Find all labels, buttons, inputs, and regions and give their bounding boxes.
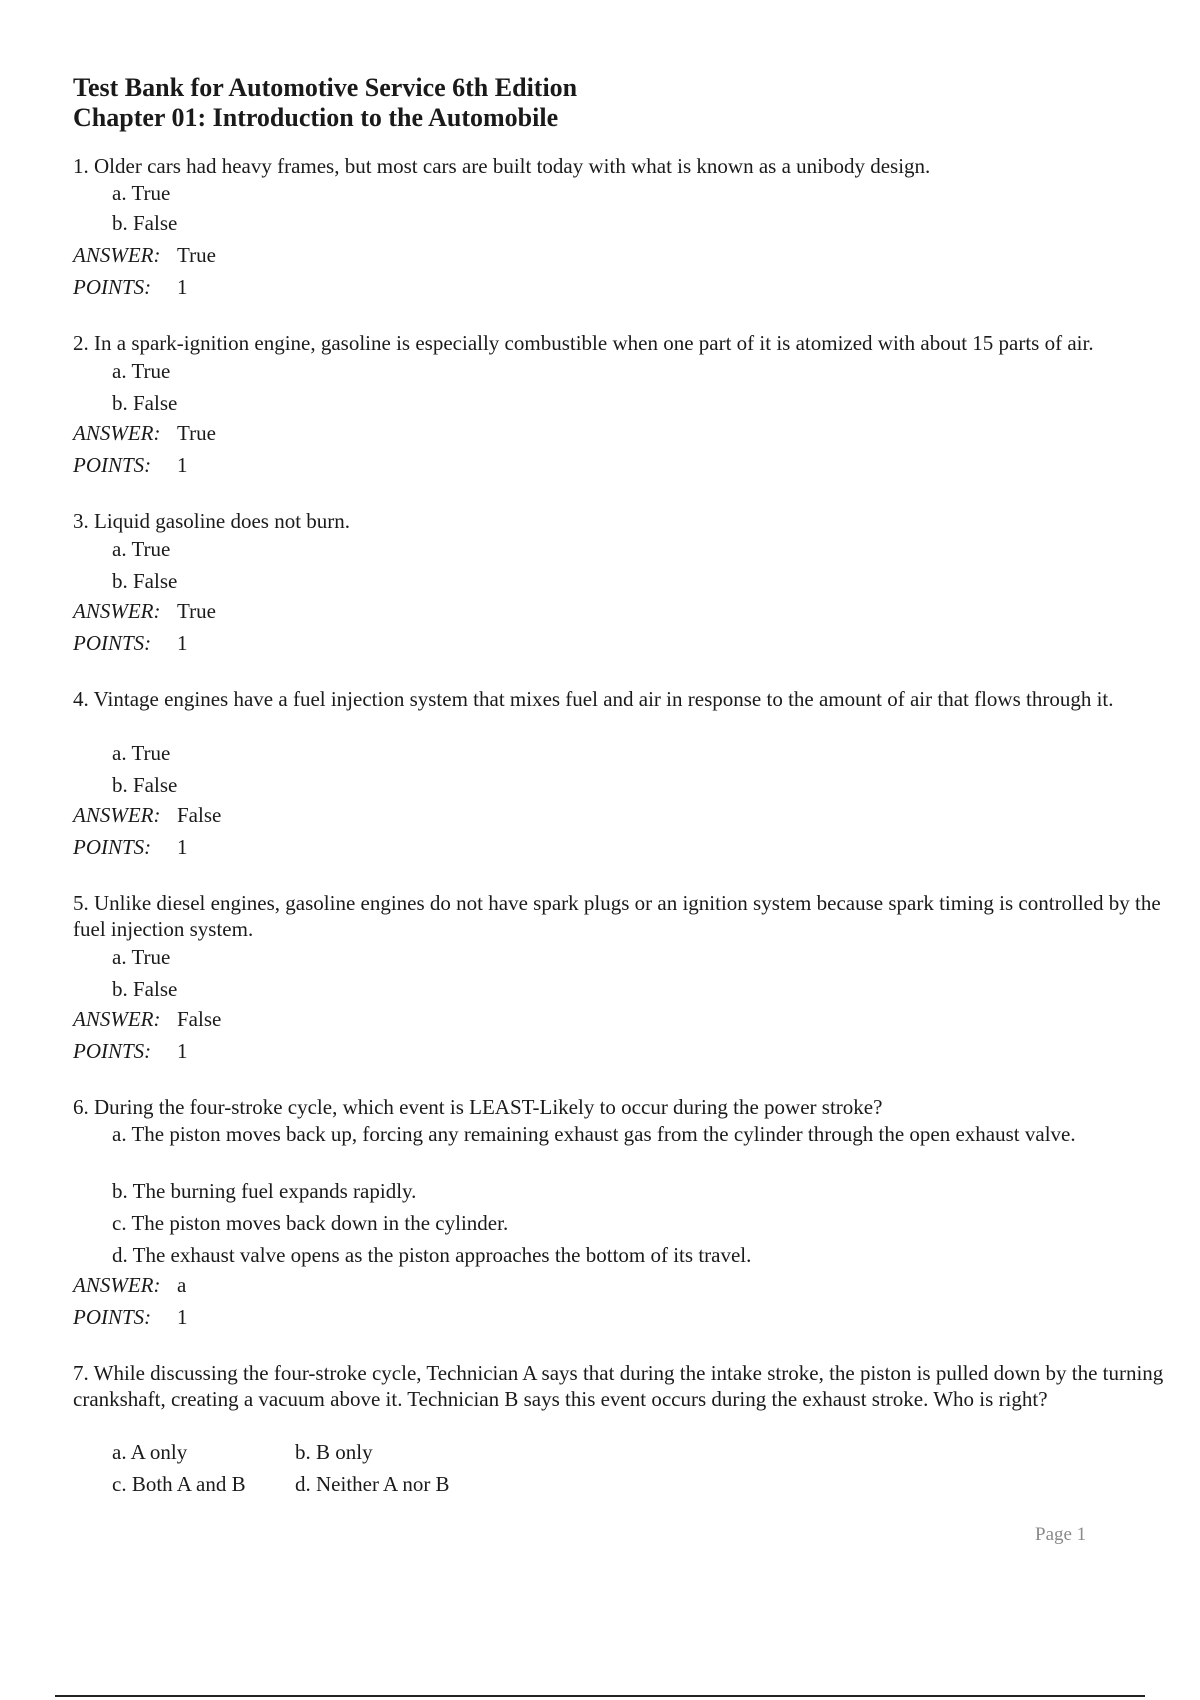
answer-value: True xyxy=(177,421,216,445)
chapter-title: Chapter 01: Introduction to the Automobile xyxy=(73,103,559,132)
points-label: POINTS: xyxy=(73,275,152,299)
points-row xyxy=(73,274,188,300)
answer-option: b. False xyxy=(112,977,178,1001)
answer-option: b. The burning fuel expands rapidly. xyxy=(112,1179,417,1203)
answer-option: b. False xyxy=(112,773,178,797)
answer-value: a xyxy=(177,1273,187,1297)
answer-option: a. A only xyxy=(112,1440,188,1464)
answer-option: d. The exhaust valve opens as the piston approaches the bottom of its travel. xyxy=(112,1243,752,1267)
answer-label: ANSWER: xyxy=(73,599,161,623)
answer-option: a. The piston moves back up, forcing any remaining exhaust gas from the cylinder through the open exhaust valve. xyxy=(112,1122,1076,1146)
question-text: 4. Vintage engines have a fuel injection system that mixes fuel and air in response to the amount of air that flows through it. xyxy=(73,687,1114,711)
answer-option: b. False xyxy=(112,391,178,415)
points-row xyxy=(73,834,188,860)
answer-label: ANSWER: xyxy=(73,243,161,267)
question-text: 2. In a spark-ignition engine, gasoline is especially combustible when one part of it is atomized with about 15 parts of air. xyxy=(73,331,1094,355)
answer-row xyxy=(73,598,216,624)
answer-option: d. Neither A nor B xyxy=(295,1472,450,1496)
points-row xyxy=(73,630,188,656)
answer-label: ANSWER: xyxy=(73,803,161,827)
answer-option: c. The piston moves back down in the cylinder. xyxy=(112,1211,509,1235)
points-label: POINTS: xyxy=(73,835,152,859)
footer-divider xyxy=(55,1695,1145,1697)
answer-option: a. True xyxy=(112,359,171,383)
answer-value: True xyxy=(177,243,216,267)
points-value: 1 xyxy=(177,275,188,299)
answer-option: b. False xyxy=(112,211,178,235)
question-text: 7. While discussing the four-stroke cycle, Technician A says that during the intake stroke, the piston is pulled down by the turning crankshaft, creating a vacuum above it. Technician B says this event occurs during the exhaust stroke. Who is right? xyxy=(73,1361,1164,1411)
answer-label: ANSWER: xyxy=(73,1273,161,1297)
page-number: Page 1 xyxy=(1035,1524,1087,1545)
question-text: 6. During the four-stroke cycle, which event is LEAST-Likely to occur during the power stroke? xyxy=(73,1095,883,1119)
points-label: POINTS: xyxy=(73,631,152,655)
points-label: POINTS: xyxy=(73,1039,152,1063)
points-value: 1 xyxy=(177,453,188,477)
question-text: 3. Liquid gasoline does not burn. xyxy=(73,509,351,533)
points-row xyxy=(73,1304,188,1330)
question-text: 1. Older cars had heavy frames, but most cars are built today with what is known as a unibody design. xyxy=(73,154,931,178)
answer-label: ANSWER: xyxy=(73,1007,161,1031)
answer-value: True xyxy=(177,599,216,623)
points-value: 1 xyxy=(177,835,188,859)
points-value: 1 xyxy=(177,1305,188,1329)
answer-value: False xyxy=(177,1007,222,1031)
answer-option: c. Both A and B xyxy=(112,1472,246,1496)
points-label: POINTS: xyxy=(73,453,152,477)
question-text: 5. Unlike diesel engines, gasoline engines do not have spark plugs or an ignition system because spark timing is controlled by the fuel injection system. xyxy=(73,891,1161,941)
answer-label: ANSWER: xyxy=(73,421,161,445)
answer-row xyxy=(73,802,221,828)
answer-option: b. B only xyxy=(295,1440,373,1464)
answer-option: b. False xyxy=(112,569,178,593)
answer-option: a. True xyxy=(112,537,171,561)
points-label: POINTS: xyxy=(73,1305,152,1329)
points-row xyxy=(73,1038,188,1064)
document-title: Test Bank for Automotive Service 6th Edition xyxy=(73,73,578,102)
answer-value: False xyxy=(177,803,222,827)
answer-row xyxy=(73,242,216,268)
answer-row xyxy=(73,1272,186,1298)
answer-option: a. True xyxy=(112,945,171,969)
points-value: 1 xyxy=(177,1039,188,1063)
answer-option: a. True xyxy=(112,741,171,765)
points-row xyxy=(73,452,188,478)
answer-row xyxy=(73,420,216,446)
answer-row xyxy=(73,1006,221,1032)
points-value: 1 xyxy=(177,631,188,655)
answer-option: a. True xyxy=(112,181,171,205)
